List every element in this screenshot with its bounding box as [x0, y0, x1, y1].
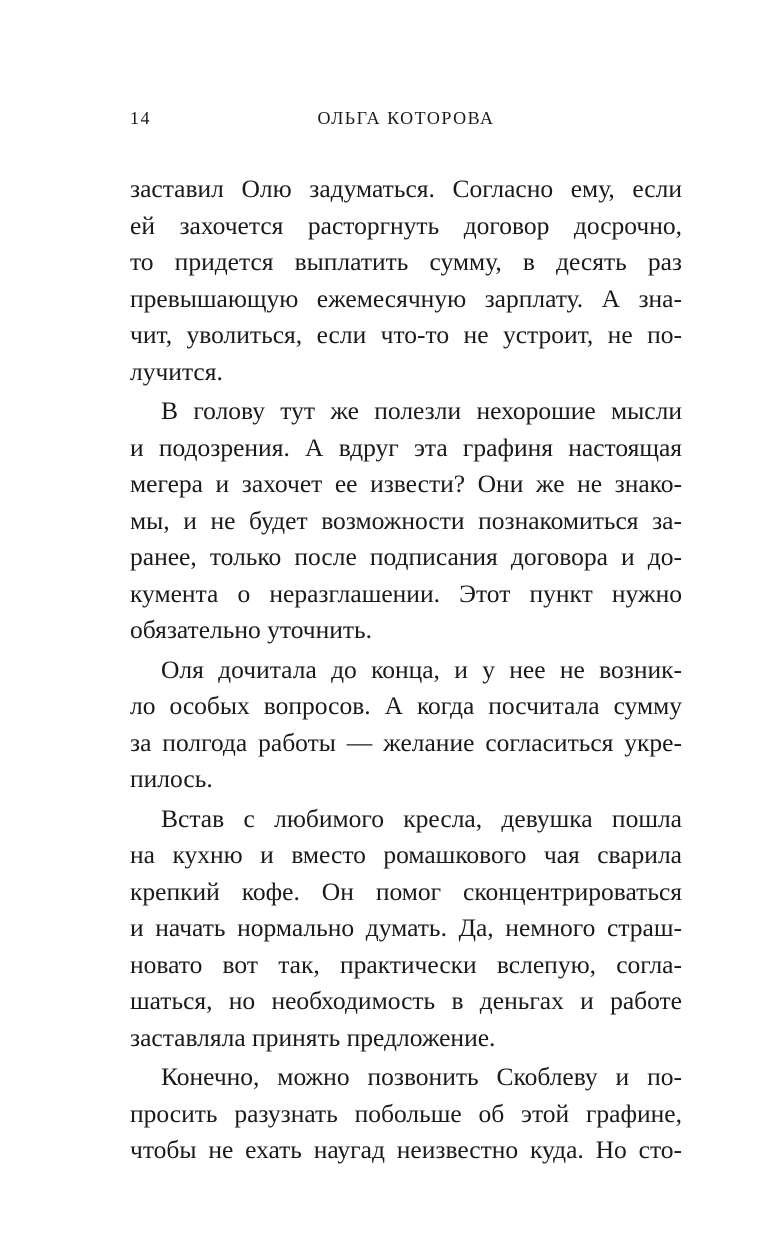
paragraph	[130, 171, 682, 390]
text-line: лучится.	[130, 356, 223, 386]
text-line: чтобы не ехать наугад неизвестно куда. Но сто-	[130, 1135, 682, 1164]
text-line: обязательно уточнить.	[130, 615, 373, 644]
text-line: шаться, но необходимость в деньгах и работе	[130, 986, 682, 1015]
text-line: заставляла принять предложение.	[130, 1022, 496, 1052]
paragraph	[130, 652, 682, 798]
paragraph	[130, 801, 682, 1057]
page-number: 14	[130, 108, 151, 128]
text-line: заставил Олю задуматься. Согласно ему, если	[130, 174, 682, 203]
running-head	[130, 108, 682, 138]
text-line: кумента о неразглашении. Этот пункт нужно	[130, 578, 682, 608]
body-text	[130, 171, 682, 1172]
text-line: ло особых вопросов. А когда посчитала сумму	[130, 691, 682, 720]
paragraph	[130, 1059, 682, 1169]
text-line: и подозрения. А вдруг эта графиня настоящая	[130, 432, 682, 462]
text-line: превышающую ежемесячную зарплату. А зна-	[130, 283, 682, 313]
text-line: мы, и не будет возможности познакомиться за-	[130, 505, 682, 535]
text-line: чит, уволиться, если что-то не устроит, не по-	[130, 320, 682, 349]
text-line: Конечно, можно позвонить Скоблеву и по-	[161, 1062, 682, 1091]
text-line: за полгода работы — желание согласиться укре-	[130, 727, 682, 757]
book-author: ОЛЬГА КОТОРОВА	[317, 108, 495, 128]
text-line: ранее, только после подписания договора и до-	[130, 542, 682, 571]
text-line: Встав с любимого кресла, девушка пошла	[161, 803, 682, 833]
text-line: пилось.	[130, 764, 213, 793]
text-line: то придется выплатить сумму, в десять раз	[130, 247, 682, 276]
text-line: на кухню и вместо ромашкового чая сварила	[130, 840, 682, 869]
text-line: просить разузнать побольше об этой графине,	[130, 1098, 682, 1128]
text-line: мегера и захочет ее извести? Они же не знако-	[130, 469, 682, 498]
text-line: крепкий кофе. Он помог сконцентрироваться	[130, 876, 682, 906]
text-line: ей захочется расторгнуть договор досрочно,	[130, 210, 682, 240]
paragraph	[130, 393, 682, 649]
text-line: и начать нормально думать. Да, немного страш-	[130, 913, 682, 942]
text-line: Оля дочитала до конца, и у нее не возник-	[161, 654, 682, 684]
text-line: новато вот так, практически вслепую, согла-	[130, 949, 682, 979]
text-line: В голову тут же полезли нехорошие мысли	[161, 396, 682, 425]
